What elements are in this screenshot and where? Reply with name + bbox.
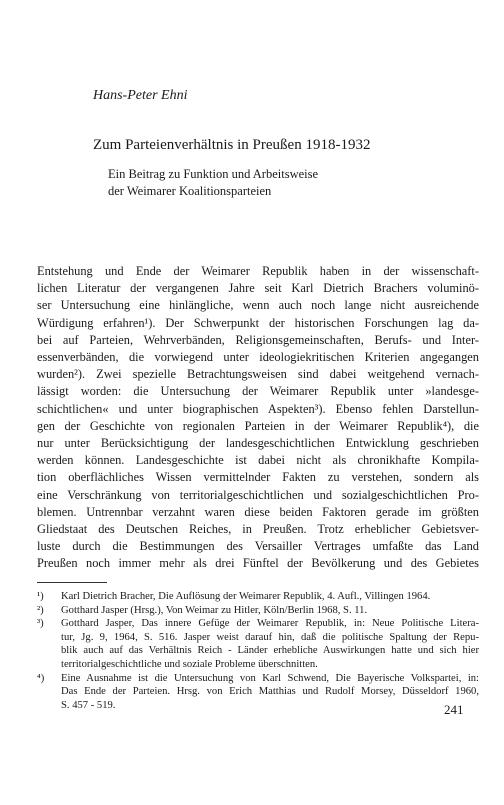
footnote-line: blik auch auf das Verhältnis Reich - Länder erhebliche Auswirkungen hatte und sich hier: [61, 645, 479, 657]
subtitle-line: Ein Beitrag zu Funktion und Arbeitsweise: [108, 167, 319, 181]
article-title: Zum Parteienverhältnis in Preußen 1918-1932: [93, 137, 371, 153]
footnote-line: territorialgeschichtliche und soziale Probleme überschnitten.: [61, 658, 318, 670]
body-paragraph: [37, 263, 479, 573]
body-line: nur unter Berücksichtigung der landesgeschichtlichen Entwicklung geschrieben: [37, 436, 479, 451]
footnote-line: Gotthard Jasper (Hrsg.), Von Weimar zu Hitler, Köln/Berlin 1968, S. 11.: [61, 604, 368, 616]
subtitle-line: der Weimarer Koalitionsparteien: [108, 184, 272, 198]
body-line: Würdigung erfahren¹). Der Schwerpunkt der historischen Forschungen lag da-: [37, 315, 479, 330]
article-author: Hans-Peter Ehni: [93, 88, 188, 103]
body-line: lässigt worden: die Untersuchung der Weimarer Republik unter »landesge-: [37, 384, 479, 399]
footnote-divider: [37, 582, 107, 583]
footnote-number: ⁴): [37, 672, 45, 684]
body-line: Entstehung und Ende der Weimarer Republik haben in der wissenschaft-: [37, 264, 479, 278]
body-line: ser Untersuchung eine hinlängliche, wenn auch noch lange nicht ausreichende: [37, 298, 479, 313]
footnotes: [37, 590, 479, 712]
footnote-line: Gotthard Jasper, Das innere Gefüge der Weimarer Republik, in: Neue Politische Litera-: [61, 618, 479, 630]
body-line: werden können. Landesgeschichte ist dabei nicht als chronikhafte Kompila-: [37, 453, 479, 468]
footnote-2: [37, 604, 479, 618]
footnote-4: [37, 672, 479, 713]
footnote-line: tur, Jg. 9, 1964, S. 516. Jasper weist darauf hin, daß die politische Spaltung der Repu-: [61, 631, 479, 643]
body-line: eine Verschränkung von territorialgeschichtlichen und sozialgeschichtlichen Pro-: [37, 487, 479, 502]
article-subtitle: [108, 166, 318, 200]
footnote-number: ¹): [37, 591, 44, 602]
body-line: gen der Geschichte von regionalen Parteien in der Weimarer Republik⁴), die: [37, 418, 479, 433]
page-number: 241: [444, 702, 464, 717]
footnote-line: Das Ende der Parteien. Hrsg. von Erich Matthias und Rudolf Morsey, Düsseldorf 1960,: [61, 686, 479, 698]
body-line: essenverbänden, die vorwiegend unter ideologiekritischen Kriterien angegangen: [37, 350, 479, 365]
body-line: schichtlichen« und unter biographischen Aspekten³). Ebenso fehlen Darstellun-: [37, 401, 479, 416]
footnote-1: [37, 590, 479, 604]
body-line: bei auf Parteien, Wehrverbänden, Religionsgemeinschaften, Berufs- und Inter-: [37, 332, 479, 347]
body-line: tion oberflächliches Wissen vermittelnder Fakten zu verstehen, sondern als: [37, 470, 479, 485]
footnote-line: Eine Ausnahme ist die Untersuchung von Karl Schwend, Die Bayerische Volkspartei, in:: [61, 672, 479, 684]
body-line: Preußen noch immer mehr als drei Fünftel der Bevölkerung und des Gebietes: [37, 556, 479, 571]
body-line: Gliedstaat des Deutschen Reiches, in Preußen. Trotz erheblicher Gebietsver-: [37, 522, 479, 537]
footnote-3: [37, 617, 479, 671]
body-line: lichen Literatur der vergangenen Jahre seit Karl Dietrich Brachers voluminö-: [37, 281, 479, 296]
footnote-line: S. 457 - 519.: [61, 699, 116, 711]
body-line: wurden²). Zwei spezielle Betrachtungsweisen sind dabei weitgehend vernach-: [37, 367, 479, 382]
body-line: luste durch die Bestimmungen des Versailler Vertrages umfaßte das Land: [37, 539, 479, 554]
footnote-number: ²): [37, 604, 44, 616]
body-line: blemen. Untrennbar verzahnt waren diese beiden Faktoren gerade im größten: [37, 504, 479, 519]
footnote-number: ³): [37, 618, 44, 630]
footnote-line: Karl Dietrich Bracher, Die Auflösung der Weimarer Republik, 4. Aufl., Villingen 1964.: [61, 591, 431, 602]
